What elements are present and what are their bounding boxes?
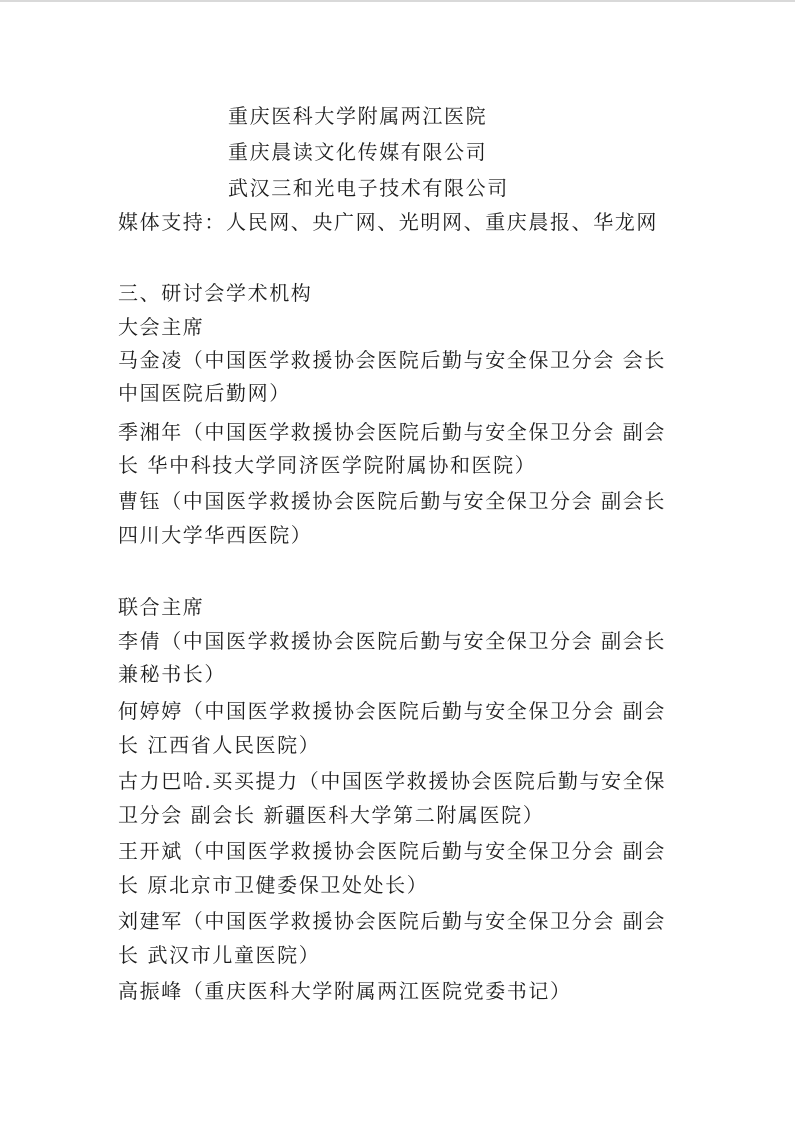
chair-heading: 大会主席 xyxy=(118,315,205,339)
co-chair-entry-line: 长 原北京市卫健委保卫处处长） xyxy=(118,873,429,897)
sponsor-line: 重庆晨读文化传媒有限公司 xyxy=(228,140,488,164)
chair-entry-line: 中国医院后勤网） xyxy=(118,381,291,405)
co-chair-entry-line: 刘建军（中国医学救援协会医院后勤与安全保卫分会 副会 xyxy=(118,909,666,933)
chair-entry-line: 长 华中科技大学同济医学院附属协和医院） xyxy=(118,453,537,477)
chair-entry-line: 季湘年（中国医学救援协会医院后勤与安全保卫分会 副会 xyxy=(118,420,666,444)
media-support-line: 媒体支持：人民网、央广网、光明网、重庆晨报、华龙网 xyxy=(118,210,658,234)
sponsor-line: 重庆医科大学附属两江医院 xyxy=(228,104,488,128)
co-chair-heading: 联合主席 xyxy=(118,595,205,619)
chair-entry-line: 曹钰（中国医学救援协会医院后勤与安全保卫分会 副会长 xyxy=(118,489,666,513)
co-chair-entry-line: 李倩（中国医学救援协会医院后勤与安全保卫分会 副会长 xyxy=(118,629,666,653)
section-title: 三、研讨会学术机构 xyxy=(118,281,313,305)
co-chair-entry-line: 何婷婷（中国医学救援协会医院后勤与安全保卫分会 副会 xyxy=(118,699,666,723)
co-chair-entry-line: 卫分会 副会长 新疆医科大学第二附属医院） xyxy=(118,803,545,827)
sponsor-line: 武汉三和光电子技术有限公司 xyxy=(228,176,509,200)
co-chair-entry-line: 王开斌（中国医学救援协会医院后勤与安全保卫分会 副会 xyxy=(118,839,666,863)
chair-entry-line: 四川大学华西医院） xyxy=(118,523,313,547)
co-chair-entry-line: 长 武汉市儿童医院） xyxy=(118,943,321,967)
scan-edge xyxy=(0,0,795,2)
chair-entry-line: 马金凌（中国医学救援协会医院后勤与安全保卫分会 会长 xyxy=(118,348,666,372)
co-chair-entry-line: 兼秘书长） xyxy=(118,662,226,686)
co-chair-entry-line: 古力巴哈.买买提力（中国医学救援协会医院后勤与安全保 xyxy=(118,769,666,793)
co-chair-entry-line: 高振峰（重庆医科大学附属两江医院党委书记） xyxy=(118,979,572,1003)
co-chair-entry-line: 长 江西省人民医院） xyxy=(118,733,321,757)
